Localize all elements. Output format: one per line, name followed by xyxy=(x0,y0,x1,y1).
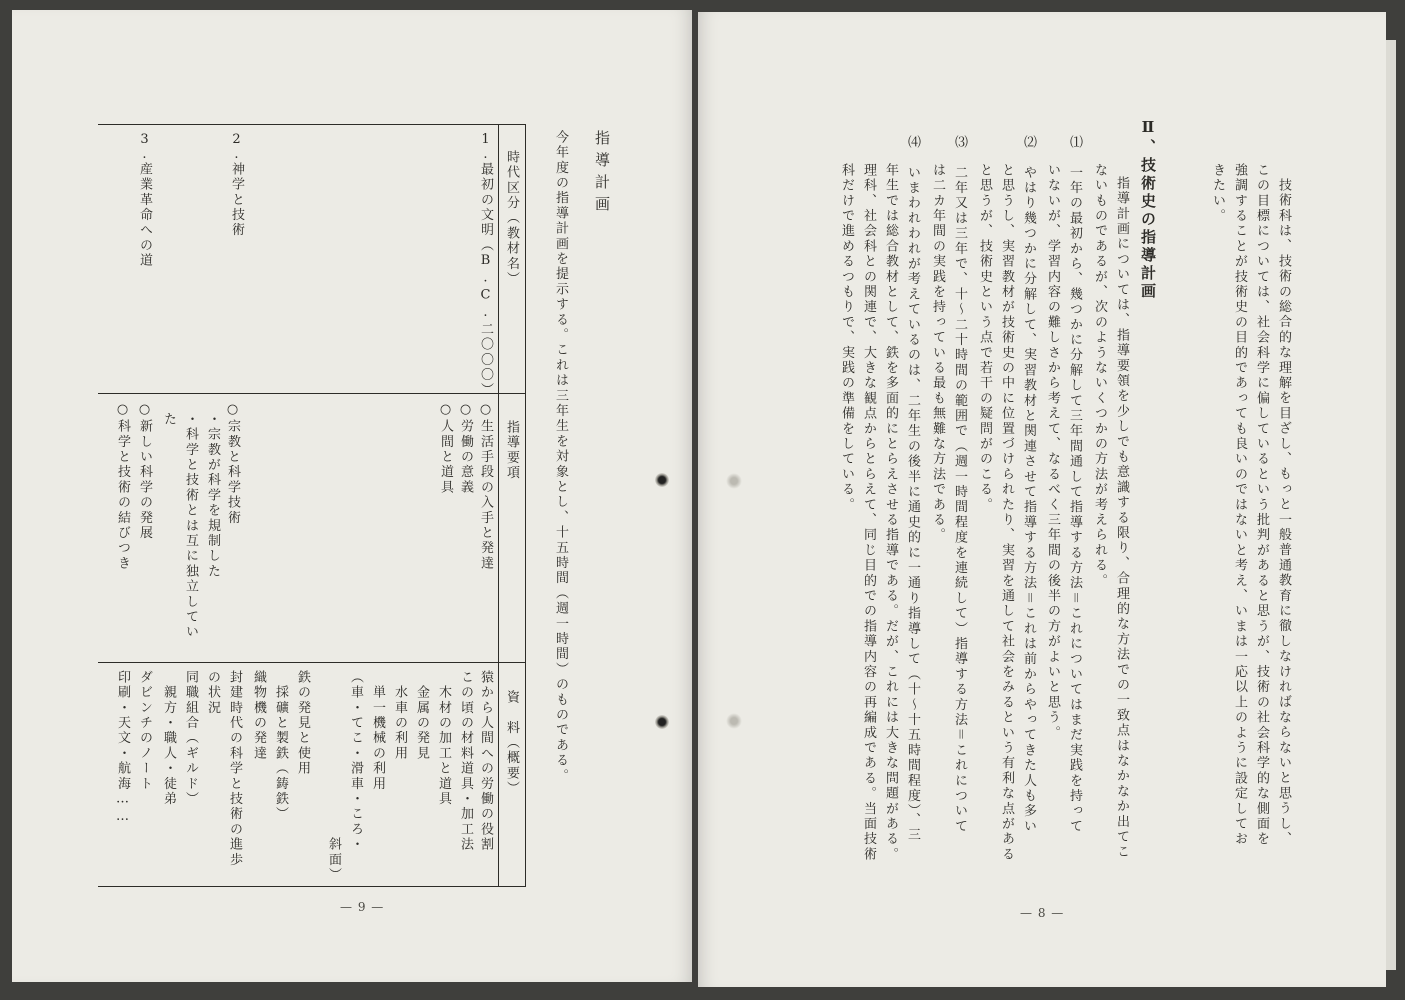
row1-material-6: 単一機械の利用 xyxy=(370,670,385,792)
row1-material-4: 金属の発見 xyxy=(414,670,429,762)
body-line-2: ないものであるが、次のようないくつかの方法が考えられる。 xyxy=(1092,163,1107,589)
row2-material-2: 採礦と製鉄（鋳鉄） xyxy=(273,670,288,822)
row1-point-3: ○人間と道具 xyxy=(438,402,453,496)
row1-material-2: この頃の材料道具・加工法 xyxy=(458,670,473,853)
table-bottom-line xyxy=(98,886,526,887)
body-line-1: 指導計画については、指導要領を少しでも意識する限り、合理的な方法での一致点はなかなか出てこ xyxy=(1114,176,1129,860)
body-line-6: と思うし、実習教材が技術史の中に位置づけられたり、実習を通して社会をみるという有利な点がある xyxy=(999,163,1014,863)
row2-material-5: の状況 xyxy=(205,670,220,716)
row1-num: 1. xyxy=(478,132,493,162)
row2-num: 2. xyxy=(229,132,244,162)
row2-material-1: 鉄の発見と使用 xyxy=(295,670,310,777)
row2-material-4: 封建時代の科学と技術の進歩 xyxy=(227,670,242,868)
table-header-period: 時代区分（教材名） xyxy=(504,150,519,287)
row2-point-3: ・科学と技術とは互に独立してい xyxy=(183,412,198,640)
row1-point-1: ○生活手段の入手と発達 xyxy=(478,402,493,572)
row1-material-7: （車・てこ・滑車・ころ・ xyxy=(348,670,363,853)
row2-material-6: 同職組合（ギルド） xyxy=(183,670,198,807)
table-row-divider-1 xyxy=(98,393,526,394)
left-heading: 指導計画 xyxy=(593,130,611,218)
table-header-materials: 資 料（概要） xyxy=(504,690,519,797)
row2-point-1: ○宗教と科学技術 xyxy=(225,402,240,526)
row3-material-1: ダビンチのノート xyxy=(137,670,152,792)
right-top-line-3: 強調することが技術史の目的であっても良いのではないと考え、いまは一応以上のように設定してお xyxy=(1232,163,1247,847)
row1-material-5: 水車の利用 xyxy=(392,670,407,762)
row1-point-2: ○労働の意義 xyxy=(458,402,473,496)
row3-num: 3. xyxy=(137,132,152,162)
row3-point-1: ○新しい科学の発展 xyxy=(137,402,152,541)
section-heading: Ⅱ、技術史の指導計画 xyxy=(1139,118,1157,301)
body-line-9: は二カ年間の実践を持っている最も無難な方法である。 xyxy=(930,163,945,543)
row2-point-2: ・宗教が科学を規制した xyxy=(205,412,220,580)
row2-period: 神学と技術 xyxy=(229,162,244,238)
table-top-line xyxy=(98,124,526,125)
table-right-line xyxy=(525,124,526,887)
row2-material-3: 織物機の発達 xyxy=(251,670,266,762)
right-top-line-1: 技術科は、技術の総合的な理解を目ざし、もっと一般普通教育に徹しなければならないと思うし、 xyxy=(1276,178,1291,847)
row1-period: 最初の文明（B.C.二〇〇〇） xyxy=(478,162,493,398)
row1-material-8: 斜面） xyxy=(326,670,341,883)
row1-material-1: 猿から人間への労働の役割 xyxy=(478,670,493,853)
row3-point-2: ○科学と技術の結びつき xyxy=(115,402,130,572)
body-line-10: ⑷ いまわれわれが考えているのは、二年生の後半に通史的に一通り指導して（十〜十五時間程度）、三 xyxy=(905,135,920,843)
binding-hole-dent xyxy=(726,473,742,489)
body-line-7: と思うが、技術史という点で若干の疑問がのこる。 xyxy=(977,163,992,513)
body-line-8: ⑶ 二年又は三年で、十〜二十時間の範囲で（週一時間程度を連続して）指導する方法＝これについて xyxy=(952,135,967,835)
row2-point-4: た xyxy=(161,412,176,428)
body-line-12: 理科、社会科との関連で、大きな観点からとらえて、同じ目的での指導内容の再編成である。当面技術 xyxy=(861,163,876,863)
binding-hole xyxy=(655,715,669,729)
row3-period: 産業革命への道 xyxy=(137,162,152,269)
body-line-13: 科だけで進めるつもりで、実践の準備をしている。 xyxy=(839,163,854,513)
body-line-5: ⑵ やはり幾つかに分解して、実習教材と関連させて指導する方法＝これは前からやってきた人も多い xyxy=(1021,135,1036,835)
table-header-divider xyxy=(498,124,499,887)
right-top-line-4: きたい。 xyxy=(1210,163,1225,224)
page-edge xyxy=(1386,40,1396,970)
body-line-11: 年生では総合教材として、鉄を多面的にとらえさせる指導である。だが、これには大きな問題がある。 xyxy=(883,163,898,863)
left-intro: 今年度の指導計画を提示する。これは三年生を対象とし、十五時間（週一時間）のものである。 xyxy=(553,130,568,784)
right-page-number: — 8 — xyxy=(1020,906,1065,920)
table-header-points: 指導要項 xyxy=(504,420,519,481)
row1-material-3: 木材の加工と道具 xyxy=(436,670,451,807)
table-row-divider-2 xyxy=(98,662,526,663)
row3-material-2: 印刷・天文・航海…… xyxy=(115,670,130,826)
left-page-number: — 9 — xyxy=(340,900,385,914)
body-line-3: ⑴ 一年の最初から、幾つかに分解して三年間通して指導する方法＝これについてはまだ実践を持って xyxy=(1067,135,1082,835)
right-top-line-2: この目標については、社会科学に偏しているという批判があると思うが、技術の社会科学的な側面を xyxy=(1254,163,1269,847)
body-line-4: いないが、学習内容の難しさから考えて、なるべく三年間の後半の方がよいと思う。 xyxy=(1045,163,1060,741)
binding-hole-dent xyxy=(726,713,742,729)
binding-hole xyxy=(655,473,669,487)
row2-material-7: 親方・職人・徒弟 xyxy=(161,670,176,807)
